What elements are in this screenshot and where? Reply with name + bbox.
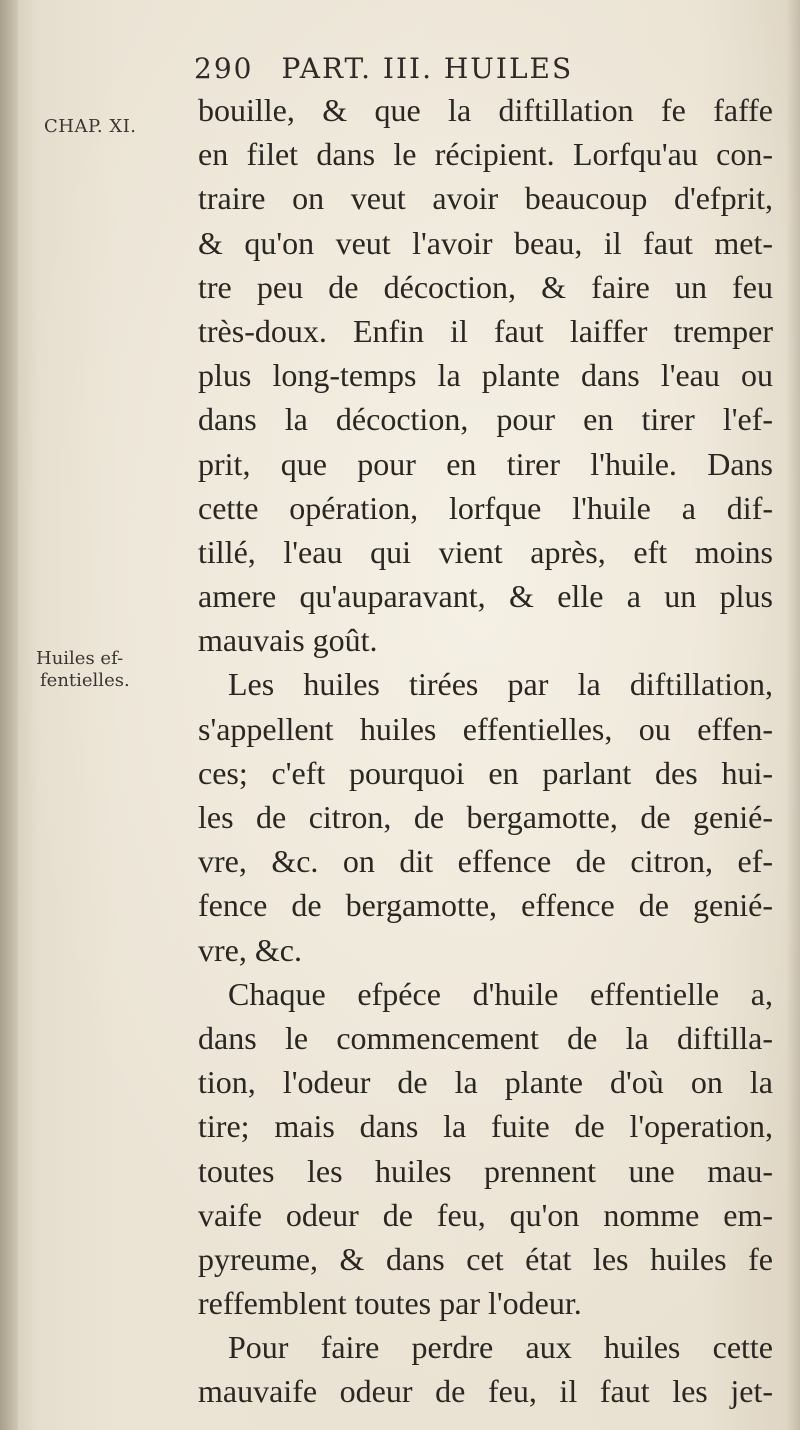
text-line: ces; c'eft pourquoi en parlant des hui- xyxy=(198,754,773,791)
margin-note-line-1: Huiles ef- xyxy=(36,648,124,669)
text-line: les de citron, de bergamotte, de genié- xyxy=(198,799,773,835)
page-edge-shadow xyxy=(786,0,800,1430)
text-line: plus long-temps la plante dans l'eau ou xyxy=(198,357,773,394)
text-line: Les huiles tirées par la diftillation, xyxy=(228,666,773,703)
text-line: traire on veut avoir beaucoup d'efprit, xyxy=(198,180,773,217)
body-text xyxy=(198,88,773,1414)
text-line: vre, &c. on dit effence de citron, ef- xyxy=(198,843,773,880)
text-line: dans la décoction, pour en tirer l'ef- xyxy=(198,401,773,438)
text-line: & qu'on veut l'avoir beau, il faut met- xyxy=(198,224,773,261)
text-line: prit, que pour en tirer l'huile. Dans xyxy=(198,445,773,482)
text-line: dans le commencement de la diftilla- xyxy=(198,1019,773,1056)
page-gutter xyxy=(0,0,18,1430)
page-number: 290 xyxy=(194,52,254,85)
text-line: amere qu'auparavant, & elle a un plus xyxy=(198,578,773,615)
running-header xyxy=(194,52,573,85)
text-line: vaife odeur de feu, qu'on nomme em- xyxy=(198,1196,773,1233)
text-line: tion, l'odeur de la plante d'où on la xyxy=(198,1064,773,1101)
running-title: PART. III. HUILES xyxy=(281,52,574,85)
margin-note-line-2: fentielles. xyxy=(40,670,130,691)
text-line: tillé, l'eau qui vient après, eft moins xyxy=(198,533,773,570)
text-line: mauvais goût. xyxy=(198,622,378,659)
text-line: très-doux. Enfin il faut laiffer tremper xyxy=(198,312,773,349)
text-line: tire; mais dans la fuite de l'operation, xyxy=(198,1108,773,1145)
text-line: Chaque efpéce d'huile effentielle a, xyxy=(228,975,773,1012)
text-line: pyreume, & dans cet état les huiles fe xyxy=(198,1240,773,1277)
text-line: cette opération, lorfque l'huile a dif- xyxy=(198,489,773,526)
chapter-marker: CHAP. XI. xyxy=(44,116,137,137)
margin-note xyxy=(36,648,130,692)
text-line: tre peu de décoction, & faire un feu xyxy=(198,268,773,305)
text-line: bouille, & que la diftillation fe faffe xyxy=(198,92,773,128)
text-line: fence de bergamotte, effence de genié- xyxy=(198,887,773,924)
text-line: vre, &c. xyxy=(198,931,302,968)
text-line: reffemblent toutes par l'odeur. xyxy=(198,1285,582,1322)
text-line: Pour faire perdre aux huiles cette xyxy=(228,1329,773,1366)
text-line: s'appellent huiles effentielles, ou effen- xyxy=(198,710,773,747)
text-line: mauvaife odeur de feu, il faut les jet- xyxy=(198,1373,773,1410)
text-line: toutes les huiles prennent une mau- xyxy=(198,1152,773,1189)
text-line: en filet dans le récipient. Lorfqu'au con- xyxy=(198,136,773,173)
